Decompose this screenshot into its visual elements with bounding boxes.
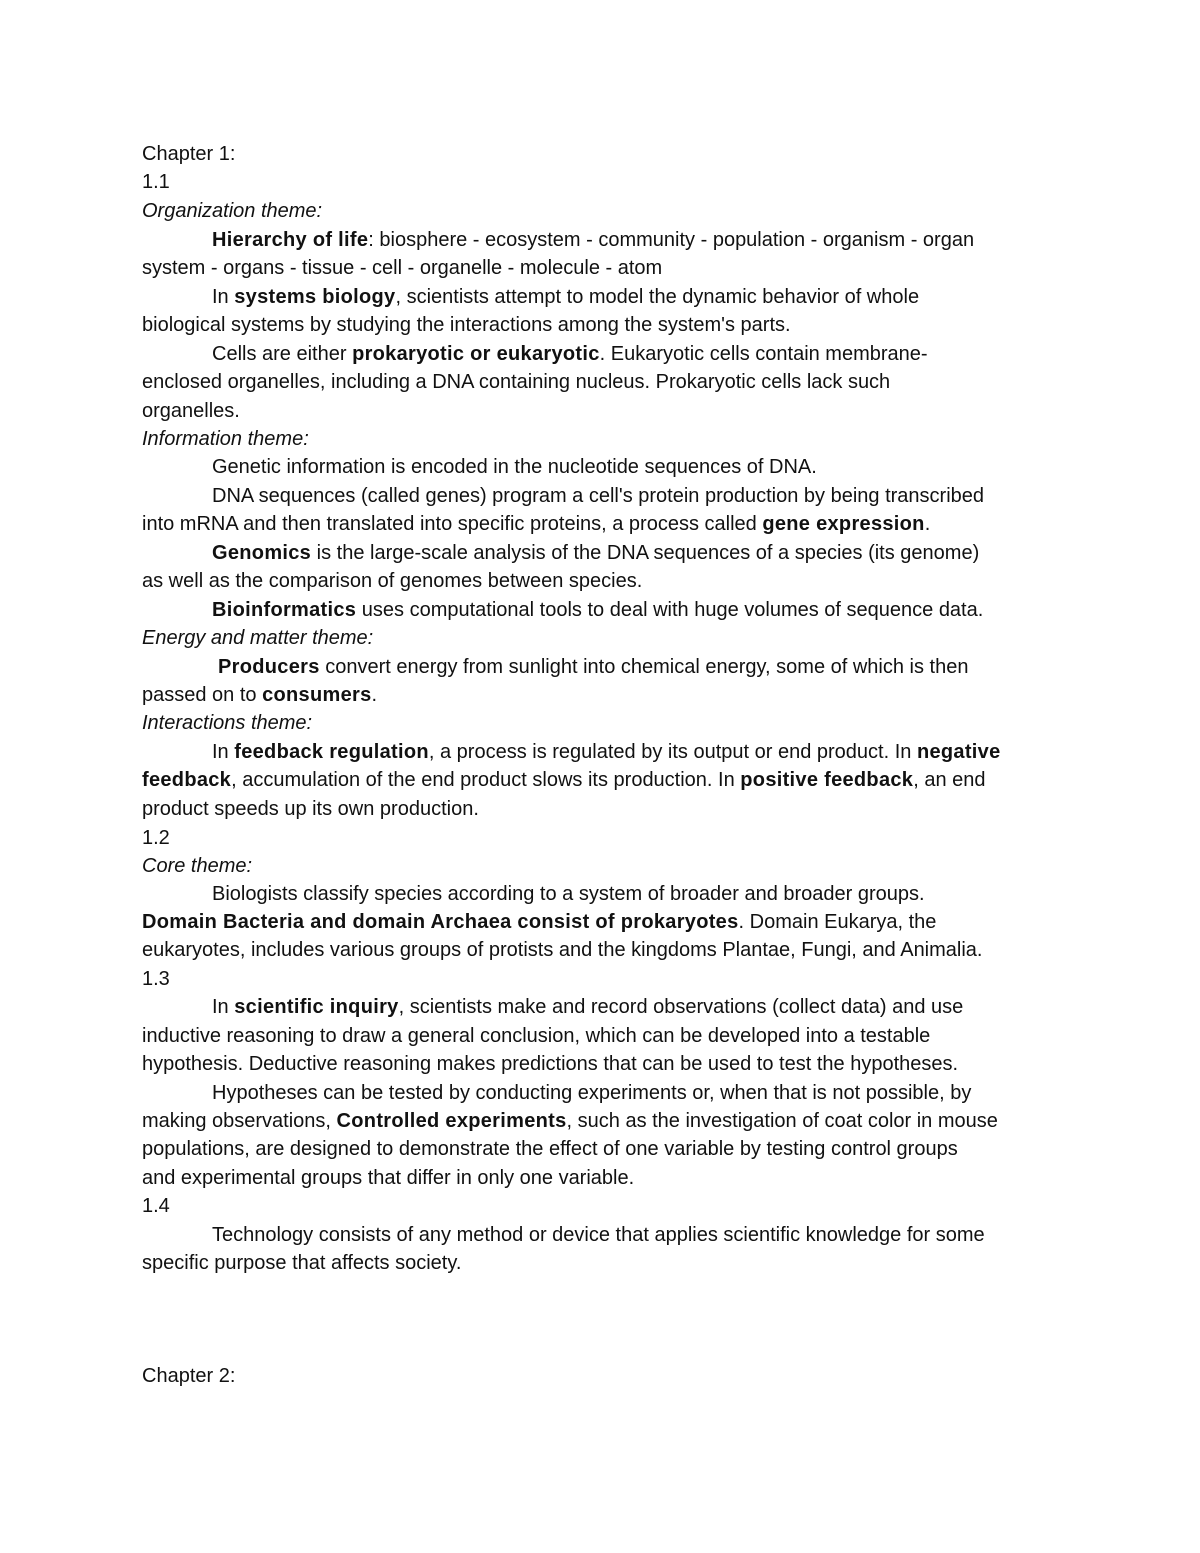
key-term: gene expression [762, 513, 925, 535]
paragraph-line: Producers convert energy from sunlight into chemical energy, some of which is then [218, 656, 969, 678]
paragraph-line: In feedback regulation, a process is regulated by its output or end product. In negative [212, 741, 1001, 763]
paragraph-line: and experimental groups that differ in only one variable. [142, 1167, 635, 1189]
paragraph-line: organelles. [142, 400, 240, 422]
paragraph-line: passed on to consumers. [142, 684, 378, 706]
theme-heading: Core theme: [142, 855, 253, 877]
key-term: Domain Bacteria and domain Archaea consist of prokaryotes [142, 911, 739, 933]
paragraph-line: system - organs - tissue - cell - organelle - molecule - atom [142, 257, 663, 279]
section-number: 1.2 [142, 827, 170, 849]
paragraph-line: hypothesis. Deductive reasoning makes predictions that can be used to test the hypotheses. [142, 1053, 959, 1075]
paragraph-line: Cells are either prokaryotic or eukaryotic. Eukaryotic cells contain membrane- [212, 343, 928, 365]
key-term: systems biology [234, 286, 396, 308]
key-term: Hierarchy of life [212, 229, 369, 251]
paragraph-line: enclosed organelles, including a DNA containing nucleus. Prokaryotic cells lack such [142, 371, 891, 393]
theme-heading: Information theme: [142, 428, 309, 450]
paragraph-line: In systems biology, scientists attempt to model the dynamic behavior of whole [212, 286, 920, 308]
paragraph-line: inductive reasoning to draw a general conclusion, which can be developed into a testable [142, 1025, 931, 1047]
chapter-heading: Chapter 1: [142, 143, 236, 165]
section-number: 1.3 [142, 968, 170, 990]
paragraph-line: Bioinformatics uses computational tools to deal with huge volumes of sequence data. [212, 599, 984, 621]
theme-heading: Organization theme: [142, 200, 323, 222]
key-term: Producers [218, 656, 320, 678]
paragraph-line: eukaryotes, includes various groups of protists and the kingdoms Plantae, Fungi, and Animalia. [142, 939, 983, 961]
key-term: Bioinformatics [212, 599, 357, 621]
theme-heading: Energy and matter theme: [142, 627, 374, 649]
section-number: 1.4 [142, 1195, 170, 1217]
paragraph-line: making observations, Controlled experiments, such as the investigation of coat color in mouse [142, 1110, 998, 1132]
key-term: consumers [262, 684, 372, 706]
key-term: prokaryotic or eukaryotic [352, 343, 600, 365]
paragraph-line: product speeds up its own production. [142, 798, 479, 820]
paragraph-line: populations, are designed to demonstrate the effect of one variable by testing control groups [142, 1138, 958, 1160]
paragraph-line: Domain Bacteria and domain Archaea consist of prokaryotes. Domain Eukarya, the [142, 911, 937, 933]
theme-heading: Interactions theme: [142, 712, 313, 734]
paragraph-line: into mRNA and then translated into specific proteins, a process called gene expression. [142, 513, 931, 535]
paragraph-line: specific purpose that affects society. [142, 1252, 462, 1274]
chapter-heading: Chapter 2: [142, 1365, 236, 1387]
paragraph-line: Genomics is the large-scale analysis of the DNA sequences of a species (its genome) [212, 542, 980, 564]
key-term: Controlled experiments [336, 1110, 567, 1132]
key-term: feedback regulation [234, 741, 429, 763]
paragraph-line: Genetic information is encoded in the nucleotide sequences of DNA. [212, 456, 817, 478]
paragraph-line: Technology consists of any method or device that applies scientific knowledge for some [212, 1224, 985, 1246]
section-number: 1.1 [142, 171, 170, 193]
key-term: negative [916, 741, 1001, 763]
paragraph-line: feedback, accumulation of the end product slows its production. In positive feedback, an end [142, 769, 986, 791]
paragraph-line: In scientific inquiry, scientists make and record observations (collect data) and use [212, 996, 964, 1018]
key-term: positive feedback [740, 769, 914, 791]
paragraph-line: Hierarchy of life: biosphere - ecosystem - community - population - organism - organ [212, 229, 975, 251]
paragraph-line: as well as the comparison of genomes between species. [142, 570, 643, 592]
paragraph-line: Hypotheses can be tested by conducting experiments or, when that is not possible, by [212, 1082, 972, 1104]
key-term: feedback [142, 769, 232, 791]
key-term: scientific inquiry [234, 996, 399, 1018]
paragraph-line: Biologists classify species according to a system of broader and broader groups. [212, 883, 925, 905]
key-term: Genomics [212, 542, 312, 564]
paragraph-line: DNA sequences (called genes) program a cell's protein production by being transcribed [212, 485, 985, 507]
paragraph-line: biological systems by studying the interactions among the system's parts. [142, 314, 791, 336]
